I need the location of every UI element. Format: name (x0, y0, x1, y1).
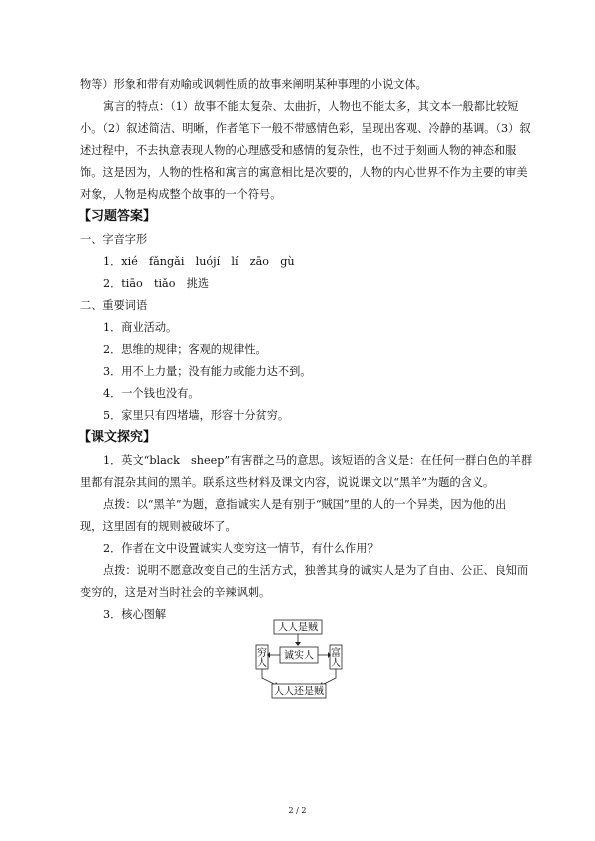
question-line: 1．英文“black sheep”有害群之马的意思。该短语的含义是：在任何一群白色的羊群 (103, 454, 533, 467)
section-heading-answers: 【习题答案】 (78, 209, 157, 224)
paragraph-line: 饰。这是因为，人物的性格和寓言的寓意相比是次要的，人物的内心世界不作为主要的审美 (80, 166, 528, 179)
diagram-label-left-1: 穷 (257, 648, 267, 659)
part-title: 二、重要词语 (80, 299, 148, 312)
hint-line: 点拨：以“黑羊”为题，意指诚实人是有别于“贼国”里的人的一个异类，因为他的出 (103, 498, 507, 511)
question-line: 里都有混杂其间的黑羊。联系这些材料及课文内容，说说课文以“黑羊”为题的含义。 (80, 476, 495, 489)
diagram-label-right-1: 富 (331, 648, 341, 659)
paragraph-line: 述过程中，不去执意表现人物的心理感受和感情的复杂性，也不过于刻画人物的神态和服 (80, 144, 517, 157)
answer-item: 2．思维的规律；客观的规律性。 (103, 343, 267, 356)
hint-line: 变穷的，这是对当时社会的辛辣讽刺。 (80, 586, 271, 599)
answer-item: 1．商业活动。 (103, 321, 178, 334)
paragraph-line: 对象，人物是构成整个故事的一个符号。 (80, 188, 282, 201)
diagram-label-top: 人人是贼 (278, 622, 318, 634)
core-diagram (250, 618, 350, 700)
paragraph-line: 物等）形象和带有劝喻或讽刺性质的故事来阐明某种事理的小说文体。 (80, 78, 427, 91)
part-title: 一、字音字形 (80, 233, 148, 246)
page-number: 2 / 2 (288, 806, 307, 815)
answer-item: 3．用不上力量；没有能力或能力达不到。 (103, 365, 312, 378)
answer-item: 4．一个钱也没有。 (103, 387, 200, 400)
diagram-label-bottom: 人人还是贼 (274, 686, 324, 698)
answer-item: 1．xié fǎngǎi luójí lí zāo gù (103, 255, 295, 268)
section-heading-exploration: 【课文探究】 (78, 430, 157, 445)
question-line: 2．作者在文中设置诚实人变穷这一情节，有什么作用？ (103, 542, 379, 555)
question-line: 3．核心图解 (103, 608, 167, 621)
hint-line: 现，这里固有的规则被破坏了。 (80, 520, 237, 533)
answer-item: 5．家里只有四堵墙，形容十分贫穷。 (103, 409, 290, 422)
diagram-label-center: 诚实人 (284, 650, 314, 662)
answer-item: 2．tiāo tiǎo 挑选 (103, 277, 210, 290)
paragraph-line: 小。（2）叙述简洁、明晰，作者笔下一般不带感情色彩，呈现出客观、冷静的基调。（3）叙 (80, 122, 531, 135)
hint-line: 点拨：说明不愿意改变自己的生活方式，独善其身的诚实人是为了自由、公正、良知而 (103, 564, 529, 577)
diagram-label-right-2: 人 (331, 658, 341, 669)
diagram-label-left-2: 人 (257, 658, 267, 669)
paragraph-line: 寓言的特点：（1）故事不能太复杂、太曲折，人物也不能太多，其文本一般都比较短 (103, 100, 519, 113)
